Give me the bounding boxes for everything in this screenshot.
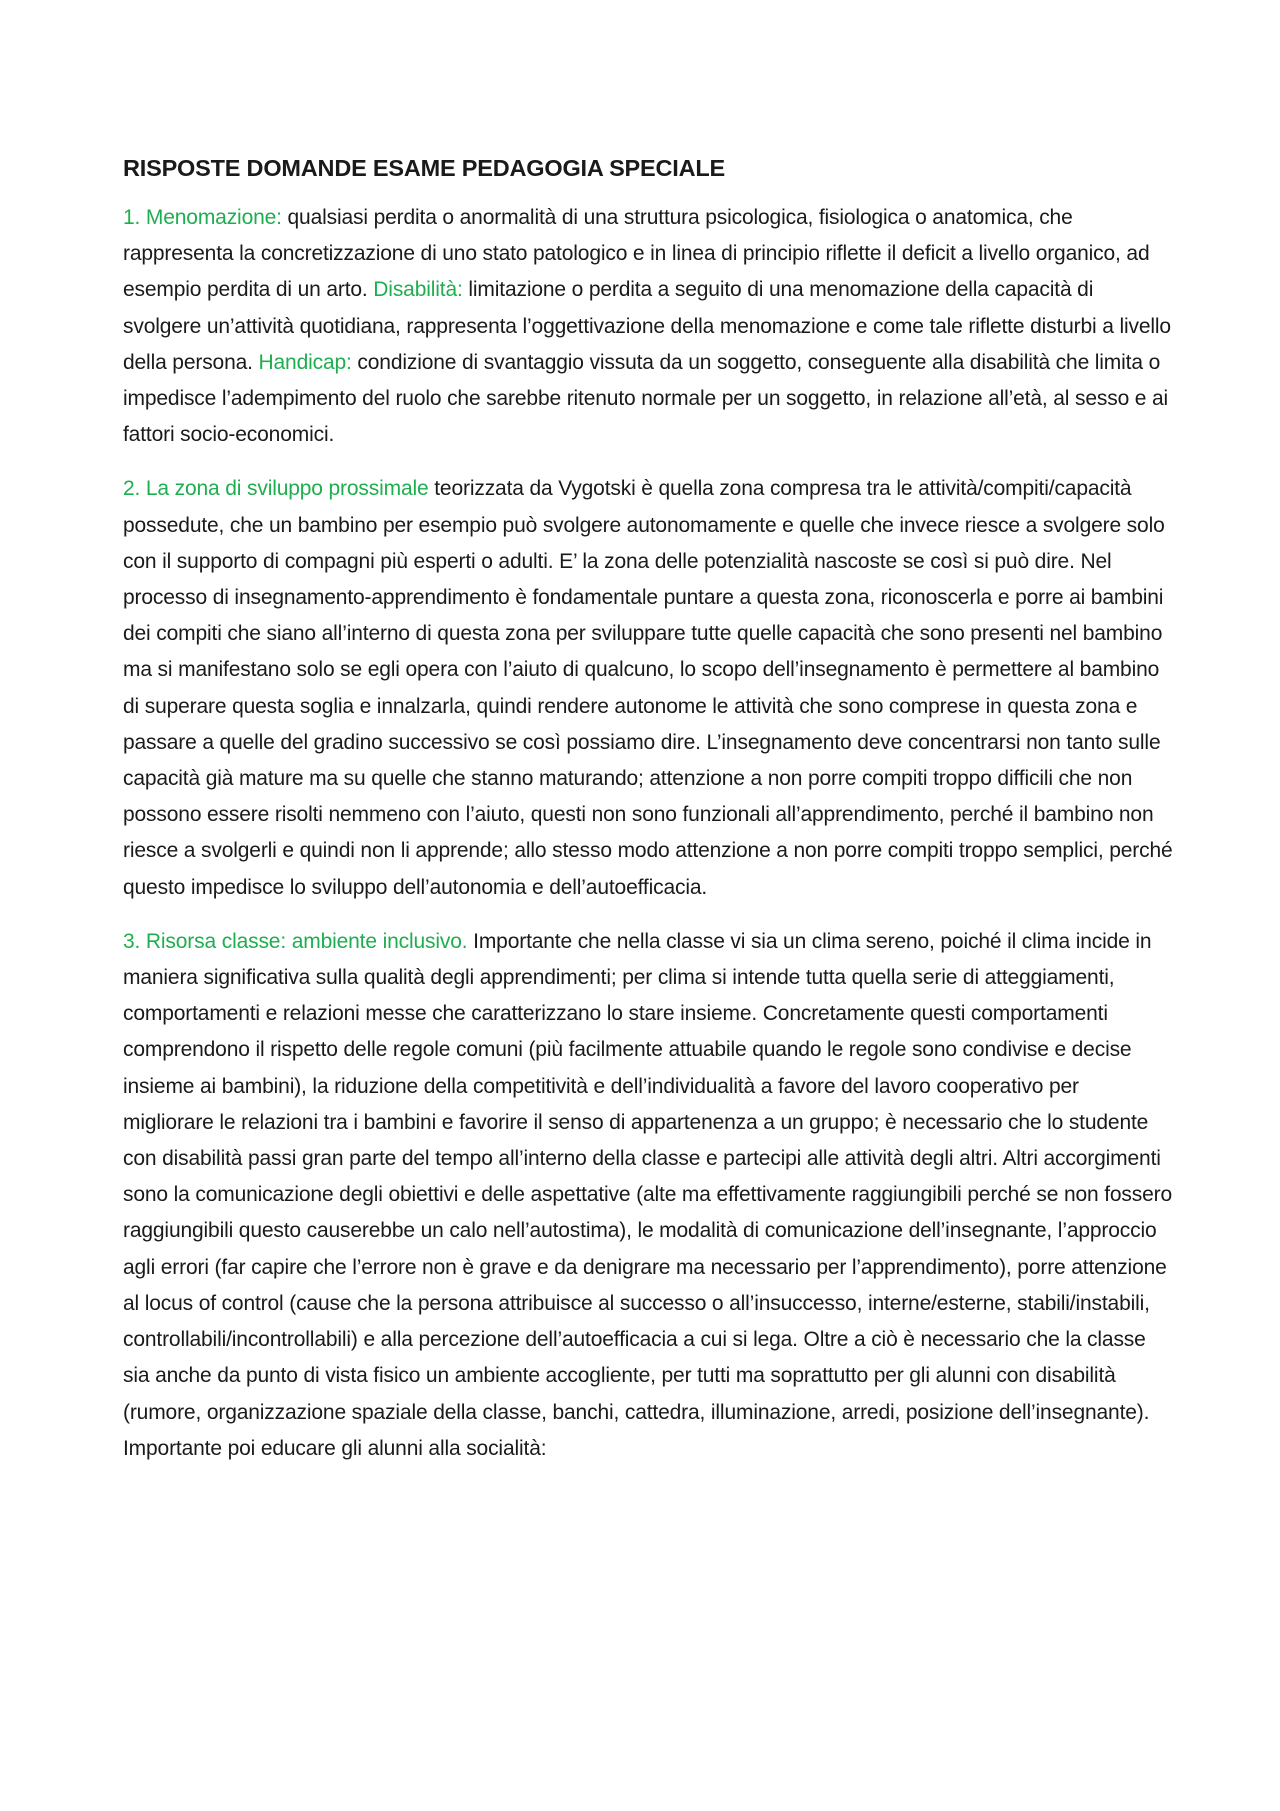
text-segment: qualsiasi perdita o anormalità di una struttura psicologica, fisiologica o anatomica, che rappresenta la concretizzazione di uno stato patologico e in linea di principio riflette il deficit a livello organico, ad esempio perdita di un arto.	[123, 206, 1150, 302]
paragraph-3-risorsa-classe	[123, 924, 1173, 1467]
document-title: RISPOSTE DOMANDE ESAME PEDAGOGIA SPECIALE	[123, 155, 726, 181]
text-segment: limitazione o perdita a seguito di una menomazione della capacità di svolgere un’attività quotidiana, rappresenta l’oggettivazione della menomazione e come tale riflette disturbi a livello della persona.	[123, 278, 1171, 374]
term-risorsa-classe: 3. Risorsa classe: ambiente inclusivo.	[123, 929, 468, 953]
term-zona-sviluppo-prossimale: 2. La zona di sviluppo prossimale	[123, 477, 429, 501]
paragraph-1-definitions	[123, 200, 1173, 453]
document-page	[123, 150, 1173, 1485]
text-segment: condizione di svantaggio vissuta da un soggetto, conseguente alla disabilità che limita o impedisce l’adempimento del ruolo che sarebbe ritenuto normale per un soggetto, in relazione all’età, al sesso e ai fattori socio-economici.	[123, 350, 1169, 447]
term-disabilita: Disabilità:	[373, 278, 463, 302]
term-handicap: Handicap:	[258, 350, 352, 374]
text-segment: Importante che nella classe vi sia un clima sereno, poiché il clima incide in maniera significativa sulla qualità degli apprendimenti; per clima si intende tutta quella serie di atteggiamenti, comportamenti e relazioni messe che caratterizzano lo stare insieme. Concretamente questi comportamenti comprendono il rispetto delle regole comuni (più facilmente attuabile quando le regole sono condivise e decise insieme ai bambini), la riduzione della competitività e dell’individualità a favore del lavoro cooperativo per migliorare le relazioni tra i bambini e favorire il senso di appartenenza a un gruppo; è necessario che lo studente con disabilità passi gran parte del tempo all’interno della classe e partecipi alle attività degli altri. Altri accorgimenti sono la comunicazione degli obiettivi e delle aspettative (alte ma effettivamente raggiungibili perché se non fossero raggiungibili questo causerebbe un calo nell’autostima), le modalità di comunicazione dell’insegnante, l’approccio agli errori (far capire che l’errore non è grave e da denigrare ma necessario per l’apprendimento), porre attenzione al locus of control (cause che la persona attribuisce al successo o all’insuccesso, interne/esterne, stabili/instabili, controllabili/incontrollabili) e alla percezione dell’autoefficacia a cui si lega. Oltre a ciò è necessario che la classe sia anche da punto di vista fisico un ambiente accogliente, per tutti ma soprattutto per gli alunni con disabilità (rumore, organizzazione spaziale della classe, banchi, cattedra, illuminazione, arredi, posizione dell’insegnante). Importante poi educare gli alunni alla socialità:	[123, 929, 1173, 1460]
term-menomazione: 1. Menomazione:	[123, 206, 282, 229]
text-segment: teorizzata da Vygotski è quella zona compresa tra le attività/compiti/capacità possedute, che un bambino per esempio può svolgere autonomamente e quelle che invece riesce a svolgere solo con il supporto di compagni più esperti o adulti. E’ la zona delle potenzialità nascoste se così si può dire. Nel processo di insegnamento-apprendimento è fondamentale puntare a questa zona, riconoscerla e porre ai bambini dei compiti che siano all’interno di questa zona per sviluppare tutte quelle capacità che sono presenti nel bambino ma si manifestano solo se egli opera con l’aiuto di qualcuno, lo scopo dell’insegnamento è permettere al bambino di superare questa soglia e innalzarla, quindi rendere autonome le attività che sono comprese in questa zona e passare a quelle del gradino successivo se così possiamo dire. L’insegnamento deve concentrarsi non tanto sulle capacità già mature ma su quelle che stanno maturando; attenzione a non porre compiti troppo difficili che non possono essere risolti nemmeno con l’aiuto, questi non sono funzionali all’apprendimento, perché il bambino non riesce a svolgerli e quindi non li apprende; allo stesso modo attenzione a non porre compiti troppo semplici, perché questo impedisce lo sviluppo dell’autonomia e dell’autoefficacia.	[123, 477, 1173, 899]
paragraph-2-zona-sviluppo	[123, 471, 1173, 905]
